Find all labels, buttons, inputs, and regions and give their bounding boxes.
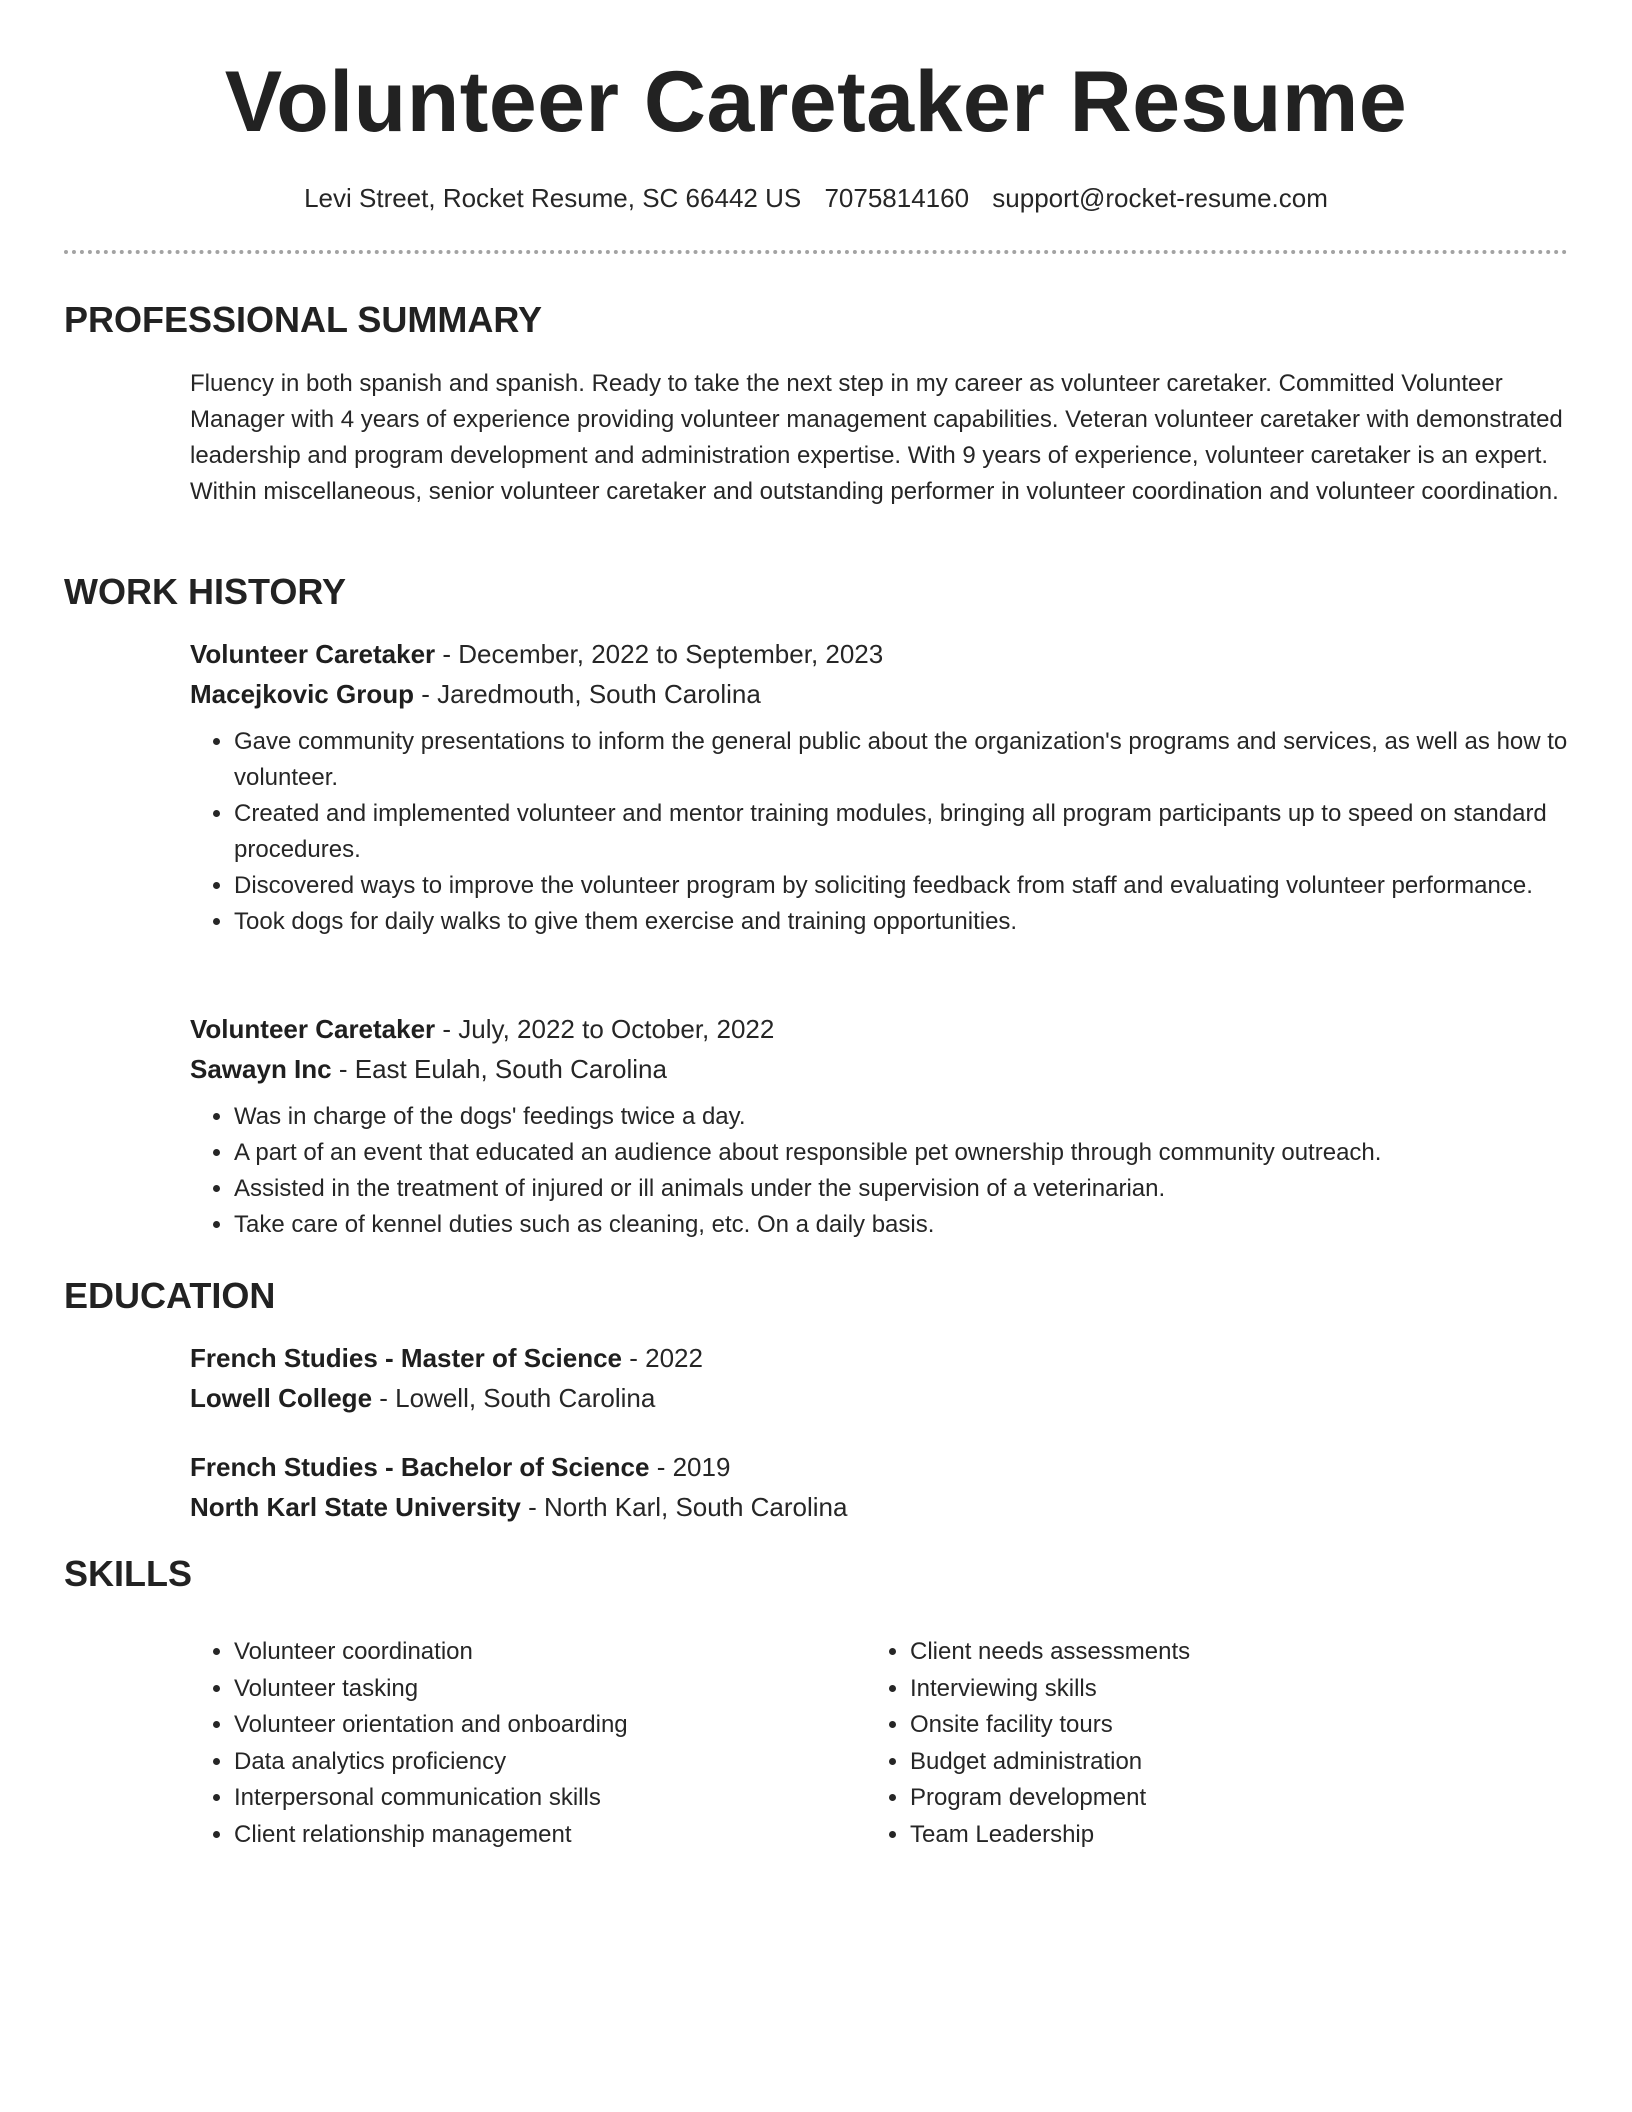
contact-email: support@rocket-resume.com	[992, 183, 1328, 213]
list-item: • Was in charge of the dogs' feedings twice a day.	[234, 1099, 1568, 1135]
degree-year: - 2019	[649, 1452, 731, 1482]
job-company: Macejkovic Group	[190, 679, 414, 709]
job-company-line	[190, 1049, 1568, 1089]
school-name: Lowell College	[190, 1383, 373, 1413]
degree-name: French Studies - Bachelor of Science	[190, 1452, 650, 1482]
school-line	[190, 1487, 1568, 1527]
school-location: - North Karl, South Carolina	[520, 1492, 848, 1522]
job-title-line	[190, 634, 1568, 674]
work-entry	[190, 634, 1568, 940]
degree-name: French Studies - Master of Science	[190, 1343, 623, 1373]
skill-item: • Client relationship management	[234, 1817, 854, 1854]
job-company-line	[190, 674, 1568, 714]
education-entry	[190, 1338, 1568, 1418]
list-item: • Take care of kennel duties such as cleaning, etc. On a daily basis.	[234, 1207, 1568, 1243]
job-role: Volunteer Caretaker	[190, 639, 436, 669]
job-location: - Jaredmouth, South Carolina	[413, 679, 761, 709]
list-item: • A part of an event that educated an audience about responsible pet ownership through community outreach.	[234, 1135, 1568, 1171]
work-entry	[190, 1009, 1568, 1243]
education-heading: EDUCATION	[64, 1275, 276, 1316]
school-location: - Lowell, South Carolina	[372, 1383, 656, 1413]
school-line	[190, 1378, 1568, 1418]
skill-item: • Onsite facility tours	[910, 1707, 1530, 1744]
list-item: • Gave community presentations to inform the general public about the organization's programs and services, as well as how to volunteer.	[234, 724, 1568, 796]
skills-heading: SKILLS	[64, 1553, 193, 1594]
resume-title: Volunteer Caretaker Resume	[224, 54, 1408, 150]
list-item: • Discovered ways to improve the volunteer program by soliciting feedback from staff and evaluating volunteer performance.	[234, 868, 1568, 904]
job-dates: - July, 2022 to October, 2022	[435, 1014, 775, 1044]
list-item: • Created and implemented volunteer and mentor training modules, bringing all program participants up to speed on standard procedures.	[234, 796, 1568, 868]
header-divider	[64, 250, 1568, 254]
work-history-heading: WORK HISTORY	[64, 571, 347, 612]
skill-item: • Client needs assessments	[910, 1634, 1530, 1671]
school-name: North Karl State University	[190, 1492, 521, 1522]
job-role: Volunteer Caretaker	[190, 1014, 436, 1044]
skills-list-right	[866, 1634, 1530, 1853]
summary-text: Fluency in both spanish and spanish. Ready to take the next step in my career as volunteer caretaker. Committed Volunteer Manager with 4 years of experience providing volunteer management capabilities. Veteran volunteer caretaker with demonstrated leadership and program development and administration expertise. With 9 years of experience, volunteer caretaker is an expert. Within miscellaneous, senior volunteer caretaker and outstanding performer in volunteer coordination and volunteer coordination.	[190, 370, 1563, 505]
skill-item: • Budget administration	[910, 1744, 1530, 1781]
list-item: • Assisted in the treatment of injured or ill animals under the supervision of a veterinarian.	[234, 1171, 1568, 1207]
degree-line	[190, 1447, 1568, 1487]
skill-item: • Volunteer coordination	[234, 1634, 854, 1671]
skill-item: • Team Leadership	[910, 1817, 1530, 1854]
contact-address: Levi Street, Rocket Resume, SC 66442 US	[304, 183, 802, 213]
degree-line	[190, 1338, 1568, 1378]
skill-item: • Interviewing skills	[910, 1671, 1530, 1708]
skills-list-left	[190, 1634, 854, 1853]
job-location: - East Eulah, South Carolina	[331, 1054, 667, 1084]
list-item: • Took dogs for daily walks to give them exercise and training opportunities.	[234, 904, 1568, 940]
skill-item: • Interpersonal communication skills	[234, 1780, 854, 1817]
job-duties-list	[190, 724, 1568, 940]
job-dates: - December, 2022 to September, 2023	[435, 639, 884, 669]
summary-heading: PROFESSIONAL SUMMARY	[64, 299, 543, 340]
degree-year: - 2022	[622, 1343, 703, 1373]
skill-item: • Program development	[910, 1780, 1530, 1817]
skill-item: • Volunteer tasking	[234, 1671, 854, 1708]
job-title-line	[190, 1009, 1568, 1049]
skill-item: • Data analytics proficiency	[234, 1744, 854, 1781]
contact-line	[0, 180, 1632, 216]
job-duties-list	[190, 1099, 1568, 1243]
education-entry	[190, 1447, 1568, 1527]
job-company: Sawayn Inc	[190, 1054, 332, 1084]
contact-phone: 7075814160	[824, 183, 970, 213]
skill-item: • Volunteer orientation and onboarding	[234, 1707, 854, 1744]
